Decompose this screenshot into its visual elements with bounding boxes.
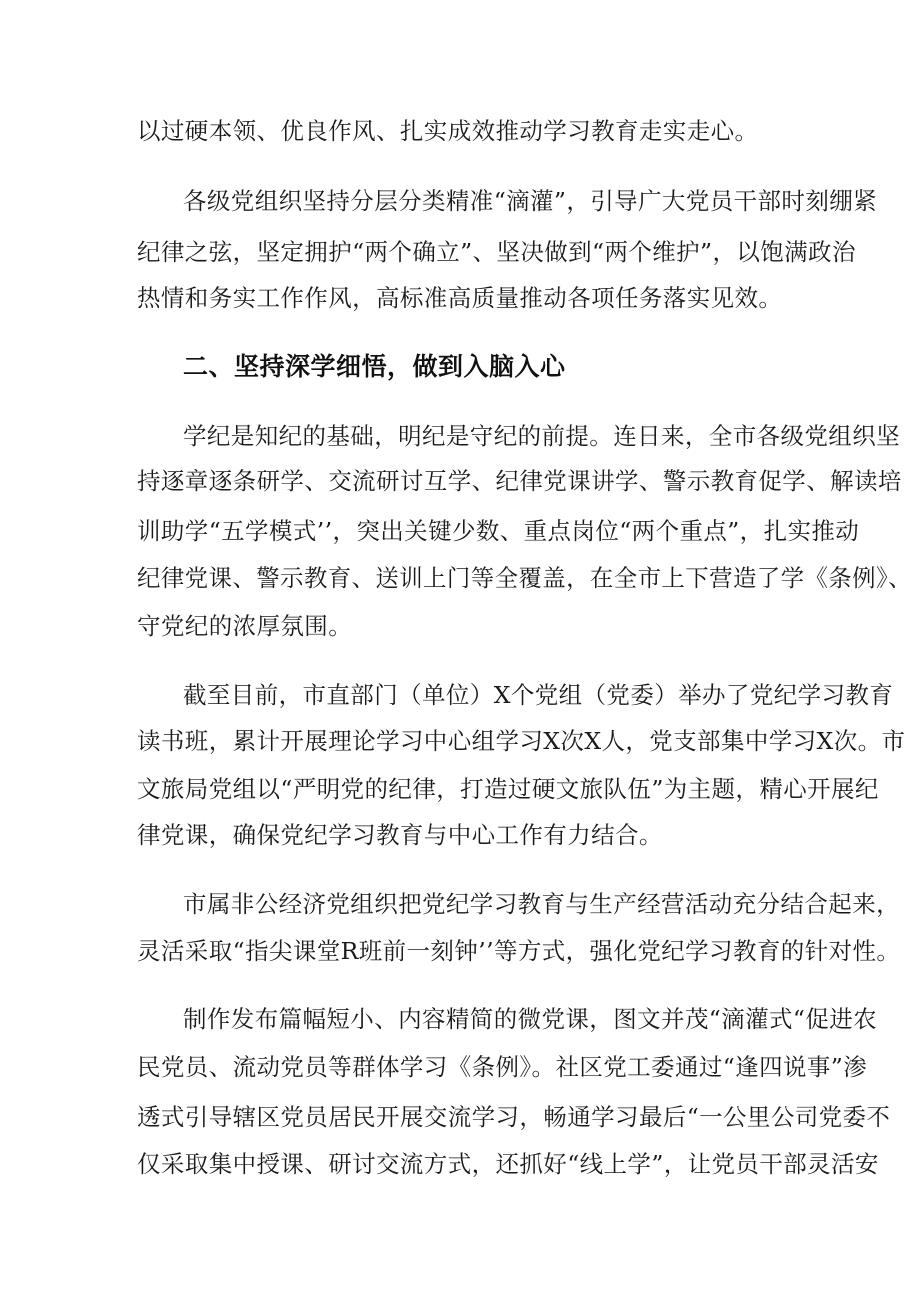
paragraph-3-line-4: 纪律党课、警示教育、送训上门等全覆盖，在全市上下营造了学《条例》、 [137,564,912,592]
paragraph-3-line-5: 守党纪的浓厚氛围。 [137,612,353,640]
section-heading: 二、坚持深学细悟，做到入脑入心 [183,352,566,381]
paragraph-4-line-4: 律党课，确保党纪学习教育与中心工作有力结合。 [137,821,663,849]
paragraph-5-line-2: 灵活采取“指尖课堂R班前一刻钟’’等方式，强化党纪学习教育的针对性。 [137,937,901,965]
paragraph-4-line-3: 文旅局党组以“严明党的纪律，打造过硬文旅队伍”为主题，精心开展纪 [137,775,879,803]
paragraph-3-line-3: 训助学“五学模式’’，突出关键少数、重点岗位“两个重点”，扎实推动 [137,517,860,545]
paragraph-6-line-3: 透式引导辖区党员居民开展交流学习，畅通学习最后“一公里公司党委不 [137,1103,891,1131]
paragraph-6-line-4: 仅采取集中授课、研讨交流方式，还抓好“线上学”，让党员干部灵活安 [137,1150,879,1178]
paragraph-3-line-1: 学纪是知纪的基础，明纪是守纪的前提。连日来，全市各级党组织坚 [183,422,900,450]
paragraph-4-line-2: 读书班，累计开展理论学习中心组学习X次X人，党支部集中学习X次。市 [137,727,906,755]
paragraph-6-line-1: 制作发布篇幅短小、内容精简的微党课，图文并茂“滴灌式“促进农 [183,1005,878,1033]
paragraph-2-line-3: 热情和务实工作作风，高标准高质量推动各项任务落实见效。 [137,284,783,312]
paragraph-6-line-2: 民党员、流动党员等群体学习《条例》。社区党工委通过“逢四说事”渗 [137,1053,868,1081]
paragraph-1-line-1: 以过硬本领、优良作风、扎实成效推动学习教育走实走心。 [137,117,759,145]
paragraph-2-line-1: 各级党组织坚持分层分类精准“滴灌”，引导广大党员干部时刻绷紧 [183,187,878,215]
paragraph-4-line-1: 截至目前，市直部门（单位）X个党组（党委）举办了党纪学习教育 [183,681,894,709]
paragraph-5-line-1: 市属非公经济党组织把党纪学习教育与生产经营活动充分结合起来， [183,890,900,918]
paragraph-3-line-2: 持逐章逐条研学、交流研讨互学、纪律党课讲学、警示教育促学、解读培 [137,467,902,495]
paragraph-2-line-2: 纪律之弦，坚定拥护“两个确立”、坚决做到“两个维护”，以饱满政治 [137,238,856,266]
